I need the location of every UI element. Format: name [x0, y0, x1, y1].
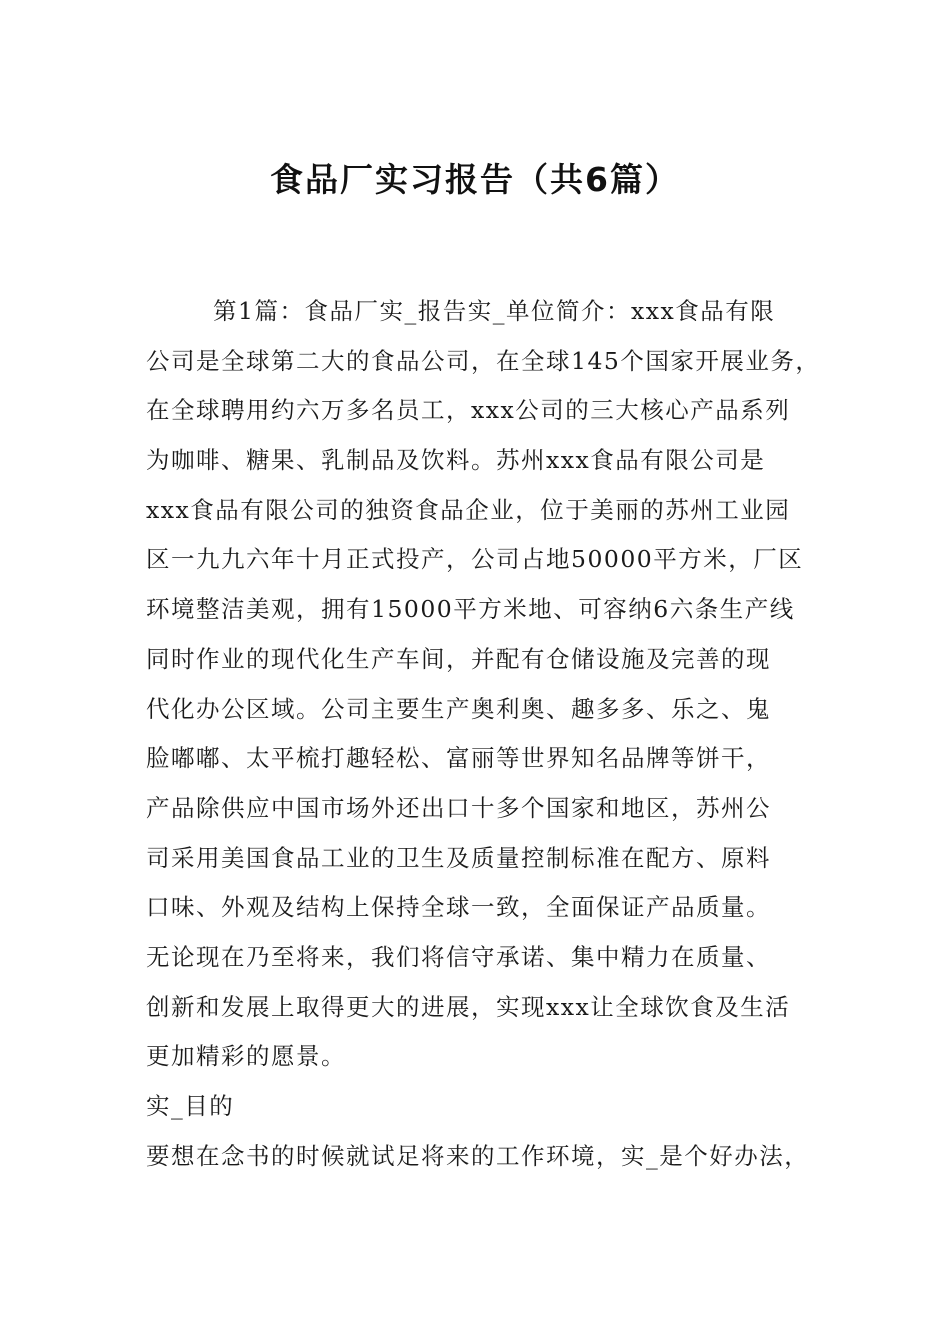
body-line-8: 同时作业的现代化生产车间，并配有仓储设施及完善的现	[146, 644, 771, 673]
body-line-15: 创新和发展上取得更大的进展，实现xxx让全球饮食及生活	[146, 992, 791, 1021]
body-line-11: 产品除供应中国市场外还出口十多个国家和地区，苏州公	[146, 793, 771, 822]
body-line-13: 口味、外观及结构上保持全球一致，全面保证产品质量。	[146, 893, 771, 922]
body-line-10: 脸嘟嘟、太平梳打趣轻松、富丽等世界知名品牌等饼干，	[146, 744, 771, 773]
body-line-9: 代化办公区域。公司主要生产奥利奥、趣多多、乐之、鬼	[146, 694, 771, 723]
body-line-3: 在全球聘用约六万多名员工，xxx公司的三大核心产品系列	[146, 396, 791, 425]
body-line-6: 区一九九六年十月正式投产，公司占地50000平方米，厂区	[146, 545, 804, 574]
body-line-2: 公司是全球第二大的食品公司，在全球145个国家开展业务，	[146, 346, 821, 375]
document-body	[146, 287, 821, 1181]
body-line-18: 要想在念书的时候就试足将来的工作环境，实_是个好办法，	[146, 1141, 810, 1170]
body-line-5: xxx食品有限公司的独资食品企业，位于美丽的苏州工业园	[146, 495, 791, 524]
body-line-14: 无论现在乃至将来，我们将信守承诺、集中精力在质量、	[146, 942, 771, 971]
body-line-7: 环境整洁美观，拥有15000平方米地、可容纳6六条生产线	[146, 595, 795, 624]
body-line-4: 为咖啡、糖果、乳制品及饮料。苏州xxx食品有限公司是	[146, 446, 766, 475]
section-heading: 实_目的	[146, 1092, 235, 1120]
body-line-12: 司采用美国食品工业的卫生及质量控制标准在配方、原料	[146, 843, 771, 872]
body-line-16: 更加精彩的愿景。	[146, 1042, 346, 1071]
body-line-1: 第1篇：食品厂实_报告实_单位简介：xxx食品有限	[213, 297, 776, 325]
document-title: 食品厂实习报告（共6篇）	[270, 160, 680, 199]
